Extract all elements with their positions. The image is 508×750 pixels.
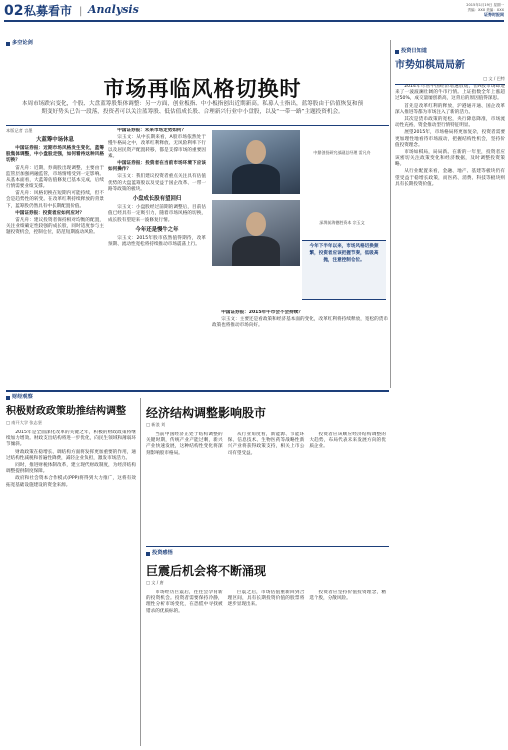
- article-column-bottom-left: [6, 430, 136, 745]
- main-headline: 市场再临风格切换时: [103, 77, 302, 101]
- paragraph: 2015年是全面深化改革的关键之年，积极的财政政策将继续加力增效。财政支出结构将进一步优化，向民生领域和薄弱环节倾斜。: [6, 430, 136, 448]
- section-tag-right: 投资日知道: [395, 48, 505, 55]
- column-divider: [140, 398, 141, 746]
- paragraph: 宗玉文：我们建议投资者重点关注具有估值优势的大盘蓝筹股以及受益于国企改革、一带一路等政策的板块。: [108, 174, 206, 192]
- section-tag-lower: 投资感悟: [146, 550, 173, 557]
- paragraph: 投资者应坚持价值投资理念，精选个股，分散风险。: [309, 590, 386, 602]
- paragraph: 中国证券报：未来市场走势如何？: [117, 128, 187, 133]
- paragraph: 宗玉文：主要还是看政策和经济基本面的变化，改革红利将持续释放，宽松的货币政策也将推动市场向好。: [212, 317, 388, 329]
- paragraph: 从行业配置来看，金融、地产、基建等板块仍有望受益于稳增长政策，而医药、消费、科技等板块则具有长期投资价值。: [395, 169, 505, 187]
- article-column-bottom-lower: [146, 590, 386, 745]
- article-column-left: [6, 128, 104, 388]
- portrait-photo: [212, 130, 300, 194]
- paragraph: 首先是改革红利的释放，沪港通开通、国企改革深入推进等都为市场注入了新的活力。: [395, 103, 505, 115]
- paragraph: 市场如棋局，局局新。在新的一年里，投资者应该密切关注政策变化和经济数据，及时调整投资策略。: [395, 149, 505, 168]
- photo-caption: 中鼎创投研究部副总经理 雷凡舟: [313, 150, 371, 155]
- paragraph: 中国证券报：投资者在当前市场环境下应该如何操作？: [108, 160, 206, 173]
- paragraph: 巨震之后，市场估值重新回到合理区间，具有长期投资价值的股票将逐步显现出来。: [227, 590, 305, 608]
- date-block: [384, 3, 504, 17]
- article-column-middle: [108, 128, 206, 388]
- article-column-bottom-center: [146, 432, 386, 542]
- paragraph: 政府和社会资本合作模式(PPP)将得到大力推广，这将有效拓宽基础设施建设的资金来源。: [6, 476, 136, 488]
- paragraph: 财政政策在稳增长、调结构方面将发挥更加重要的作用，通过结构性减税和普遍性降费，减轻企业负担，激发市场活力。: [6, 449, 136, 461]
- section-tag-top: 多空论剑: [6, 40, 33, 47]
- paragraph: 宗玉文：2015年股市依然值得期待，改革预期、流动性宽松将持续推动市场震荡上行。: [108, 236, 206, 248]
- subheading: 小盘成长股有望回归: [132, 195, 182, 202]
- right-column-title: 市势如棋局局新: [395, 60, 465, 72]
- section-title: 私募看市: [24, 4, 73, 18]
- paragraph: 雷凡舟：近期，券商股出现调整，主要由于监管层加强两融监管，市场情绪受到一定影响。从基本面看，大蓝筹估值修复已基本完成，后续行情需要业绩支撑。: [6, 165, 104, 190]
- rule: [146, 546, 389, 547]
- byline: □ 文 / 巴特: [483, 75, 505, 81]
- masthead-rule: [4, 20, 504, 22]
- byline: □ 新浪 刘: [146, 422, 166, 427]
- masthead: [4, 2, 504, 20]
- article-title: 巨震后机会将不断涌现: [146, 564, 267, 578]
- paragraph: 2014年尽管中国经济增速放缓，但A股市场却迎来了一波波澜壮阔的牛市行情。上证指数全年上涨超过50%，成交量屡创新高，这背后的原因值得深思。: [395, 84, 505, 102]
- byline: □ 文 / 唐: [146, 580, 164, 585]
- editor-line: 责编：XXX 美编：XXX: [467, 7, 504, 12]
- pull-quote: 今年下半年以来，市场风格切换频繁，投资者应该把握节奏，低吸高抛，注意控制仓位。: [302, 240, 386, 300]
- page-number: 02: [4, 3, 24, 19]
- byline: 本版记者 言墨: [6, 128, 33, 133]
- byline: □ 南开大学 张志坚: [6, 420, 42, 425]
- paragraph: 中国证券报：2015年牛市会不会持续？: [221, 310, 303, 315]
- paragraph: 中国证券报：投资者应如何应对？: [15, 210, 85, 216]
- paragraph: 雷凡舟：风格切换在短期内可能持续，但不会是趋势性的转变。在改革红利持续释放的背景下，蓝筹股仍然具有中长期配置价值。: [6, 191, 104, 209]
- paragraph: 雷凡舟：建议投资者保持相对均衡的配置，关注业绩确定性较强的成长股，同时适度参与主题投资机会，控制仓位，防范短期波动风险。: [6, 218, 104, 236]
- article-title: 积极财政政策助推结构调整: [6, 406, 126, 417]
- title-separator: |: [79, 6, 83, 17]
- right-column-header: [395, 48, 505, 85]
- section-tag-bottom: 财经观察: [6, 394, 33, 401]
- paragraph: 市场经历巨震后，往往会孕育新的投资机会。投资者需要保持冷静，理性分析市场变化，在恐慌中寻找被错杀的优质标的。: [146, 590, 223, 614]
- portrait-photo: [212, 200, 300, 266]
- paper-name: 证券时报网: [484, 12, 504, 18]
- paragraph: 展望2015年，市场格局将更加复杂，投资者需要更加理性地看待市场波动，把握结构性机会，坚持价值投资理念。: [395, 130, 505, 148]
- headline-deck: 本周市场跌宕变化，个股、大盘蓝筹股集体调整：另一方面，创业板指、中小板指创出近期新高。私募人士指出，蓝筹股由于估值恢复和预期变好势头已告一段落，投资者可以关注蓝筹股、低估值成长股、合理新兴行业中小盘股，以及“一带一路”主题投资机会。: [21, 101, 364, 116]
- subheading: 大蓝筹中场休息: [36, 136, 74, 143]
- paragraph: 宗玉文：从中长期来看，A股市场依然处于慢牛格局之中，改革红利释放、无风险利率下行以及居民资产配置转移，都是支撑市场的重要因素。: [108, 135, 206, 159]
- column-divider: [390, 40, 391, 388]
- paragraph: 从行业角度看，新能源、节能环保、信息技术、生物医药等战略性新兴产业将获得政策支持，相关上市公司有望受益。: [227, 432, 305, 456]
- article-column-right: [395, 84, 505, 744]
- rule: [6, 125, 389, 126]
- article-column-note: [212, 310, 388, 380]
- subheading: 今年还是慢牛之年: [135, 226, 179, 233]
- paragraph: 投资者应该顺应经济结构调整的大趋势，布局代表未来发展方向的优质企业。: [309, 432, 386, 450]
- rule: [6, 390, 389, 392]
- section-title-english: Analysis: [88, 3, 139, 16]
- paragraph: 同时，推进财税体制改革，建立现代财政制度，为经济结构调整提供制度保障。: [6, 462, 136, 475]
- paragraph: 宗玉文：小盘股经过前期的调整后，目前估值已经具有一定吸引力，随着市场风格的切换，成长股有望迎来一波修复行情。: [108, 205, 206, 223]
- article-title: 经济结构调整影响股市: [146, 406, 267, 420]
- date-line: 2015年1月19日 星期一: [466, 3, 504, 7]
- paragraph: 当前中国经济正处于结构调整的关键时期，传统产业产能过剩，新兴产业快速发展，这种结构性变化将深刻影响股市格局。: [146, 432, 223, 456]
- photo-caption: 深圳前海德胜资本 宗玉文: [319, 220, 365, 225]
- paragraph: 中国证券报：近期市场风格发生变化，蓝筹股集体调整，中小盘股走强，如何看待这种风格切换？: [6, 145, 104, 164]
- paragraph: 其次是货币政策的宽松，央行降息降准，市场流动性充裕，资金推动型行情特征明显。: [395, 116, 505, 129]
